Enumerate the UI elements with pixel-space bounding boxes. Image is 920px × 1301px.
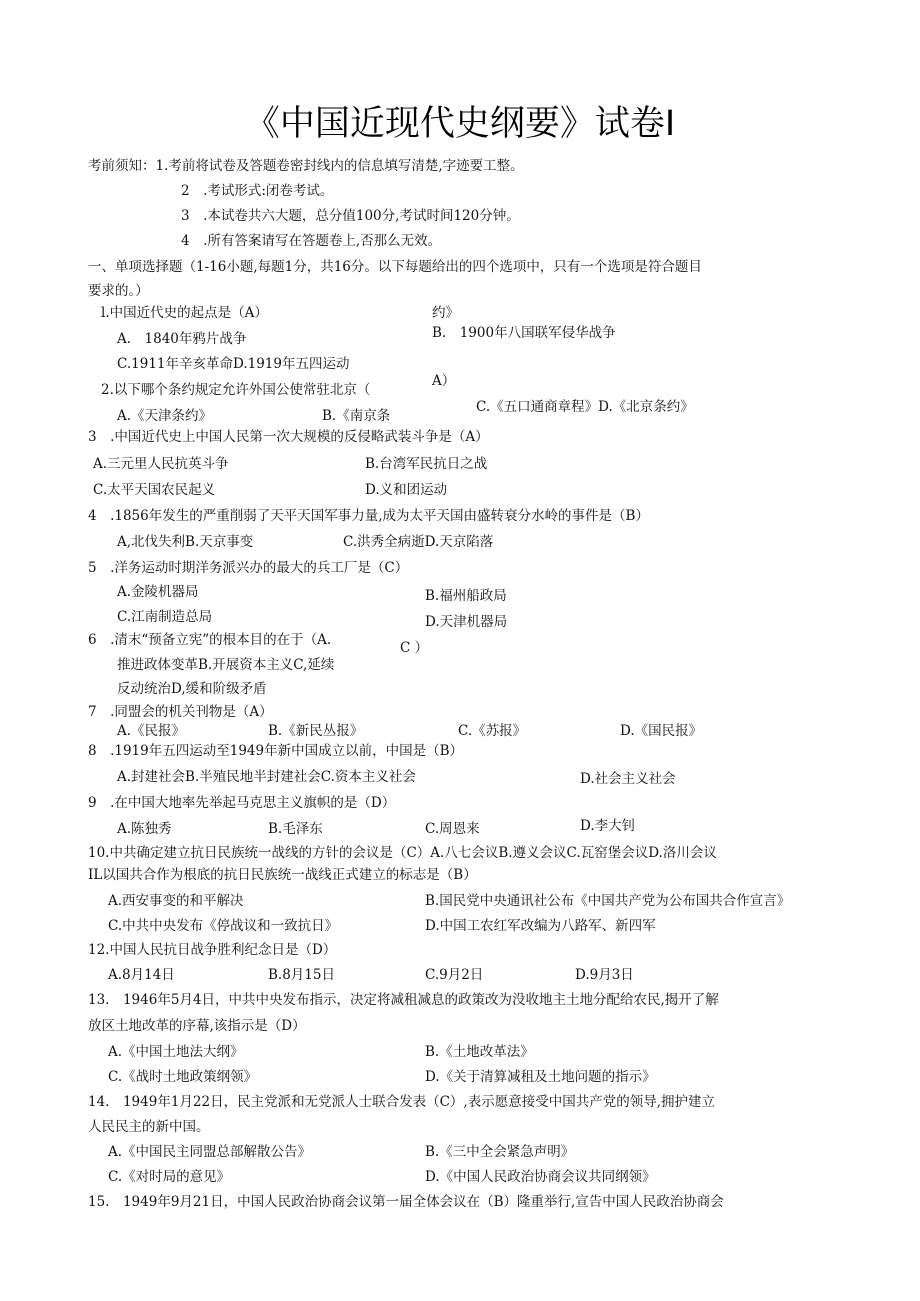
q3-option-c: C.太平天国农民起义 [93, 482, 216, 498]
question-14: 14. 1949年1月22日，民主党派和无党派人士联合发表（C）,表示愿意接受中国共产党的领导,拥护建立 [88, 1094, 716, 1110]
q8-option-d: D.社会主义社会 [580, 771, 676, 787]
notes-line-1: 考前须知：1.考前将试卷及答题卷密封线内的信息填写清楚,字迹要工整。 [88, 158, 524, 174]
q8-options-abc: A.封建社会B.半殖民地半封建社会C.资本主义社会 [117, 769, 416, 785]
question-2: 2.以下哪个条约规定允许外国公使常驻北京（ [101, 382, 371, 398]
q11-option-d: D.中国工农红军改编为八路军、新四军 [425, 918, 656, 934]
q3-option-b: B.台湾军民抗日之战 [365, 456, 488, 472]
q12-option-d: D.9月3日 [575, 967, 634, 983]
section-heading: 一、单项选择题（1-16小题,每题1分，共16分。以下每题给出的四个选项中，只有一个选项是符合题目 [88, 259, 702, 275]
question-10: 10.中共确定建立抗日民族统一战线的方针的会议是（C）A.八七会议B.遵义会议C.瓦窑堡会议D.洛川会议 [88, 845, 717, 861]
q14-option-b: B.《三中全会紧急声明》 [425, 1144, 575, 1160]
question-13-cont: 放区土地改革的序幕,该指示是（D） [88, 1018, 306, 1034]
question-11: IL以国共合作为根底的抗日民族统一战线正式建立的标志是（B） [88, 867, 477, 883]
q1-option-a: A. 1840年鸦片战争 [117, 331, 247, 347]
q5-option-a: A.金陵机器局 [117, 584, 199, 600]
q5-option-c: C.江南制造总局 [117, 609, 213, 625]
q5-option-d: D.天津机器局 [425, 614, 508, 630]
q7-option-a: A.《民报》 [117, 723, 186, 739]
question-15: 15. 1949年9月21日，中国人民政治协商会议第一届全体会议在（B）隆重举行,宣告中国人民政治协商会 [88, 1194, 724, 1210]
notes-line-2: 2 .考试形式:闭卷考试。 [181, 183, 334, 199]
q3-option-d: D.义和团运动 [365, 482, 448, 498]
q11-option-c: C.中共中央发布《停战议和一致抗日》 [108, 918, 339, 934]
stray-text: 约》 [432, 305, 459, 321]
q6-options-line-2: 反动统治D,缓和阶级矛盾 [117, 681, 267, 697]
q6-options-line-1: 推进政体变革B.开展资本主义C,延续 [117, 657, 335, 673]
q9-option-b: B.毛泽东 [268, 821, 323, 837]
q4-options-cd: C.洪秀全病逝D.天京陷落 [343, 534, 494, 550]
question-3: 3 .中国近代史上中国人民第一次大规模的反侵略武装斗争是（A） [88, 429, 489, 445]
q6-answer: C ） [400, 640, 429, 656]
q2-option-a: A.《天津条约》 [117, 408, 213, 424]
q13-option-c: C.《战时土地政策纲领》 [108, 1069, 258, 1085]
q11-option-a: A.西安事变的和平解决 [108, 893, 244, 909]
q12-option-a: A.8月14日 [108, 967, 175, 983]
q12-option-c: C.9月2日 [425, 967, 484, 983]
q9-option-d: D.李大钊 [580, 818, 636, 834]
question-7: 7 .同盟会的机关刊物是（A） [88, 704, 273, 720]
notes-line-4: 4 .所有答案请写在答题卷上,否那么无效。 [181, 233, 442, 249]
q5-option-b: B.福州船政局 [425, 588, 507, 604]
question-8: 8 .1919年五四运动至1949年新中国成立以前，中国是（B） [88, 743, 464, 759]
q2-options-cd: C.《五口通商章程》D.《北京条约》 [476, 399, 694, 415]
question-1: l.中国近代史的起点是（A） [101, 305, 268, 321]
q1-option-b: B. 1900年八国联军侵华战争 [432, 325, 616, 341]
q14-option-c: C.《对时局的意见》 [108, 1169, 231, 1185]
q2-option-b: B.《南京条 [322, 408, 391, 424]
q7-option-d: D.《国民报》 [620, 723, 703, 739]
q13-option-b: B.《土地改革法》 [425, 1044, 534, 1060]
q7-option-b: B.《新民丛报》 [268, 723, 364, 739]
q14-option-a: A.《中国民主同盟总部解散公告》 [108, 1144, 312, 1160]
q14-option-d: D.《中国人民政治协商会议共同纲领》 [425, 1169, 656, 1185]
question-12: 12.中国人民抗日战争胜利纪念日是（D） [88, 942, 337, 958]
question-9: 9 .在中国大地率先举起马克思主义旗帜的是（D） [88, 795, 396, 811]
notes-line-3: 3 .本试卷共六大题，总分值100分,考试时间120分钟。 [181, 208, 520, 224]
question-5: 5 .洋务运动时期洋务派兴办的最大的兵工厂是（C） [88, 560, 409, 576]
question-13: 13. 1946年5月4日，中共中央发布指示，决定将减租减息的政策改为没收地主土地分配给农民,揭开了解 [88, 992, 719, 1008]
q7-option-c: C.《苏报》 [458, 723, 527, 739]
q2-answer-fragment: A） [432, 373, 456, 389]
exam-title: 《中国近现代史纲要》试卷Ⅰ [244, 104, 676, 144]
q12-option-b: B.8月15日 [268, 967, 335, 983]
q9-option-a: A.陈独秀 [117, 821, 172, 837]
q9-option-c: C.周恩来 [425, 821, 480, 837]
q11-option-b: B.国民党中央通讯社公布《中国共产党为公布国共合作宣言》 [425, 893, 791, 909]
q1-options-cd: C.1911年辛亥革命D.1919年五四运动 [117, 356, 350, 372]
q4-options-ab: A,北伐失利B.天京事变 [117, 534, 254, 550]
question-14-cont: 人民民主的新中国。 [88, 1119, 210, 1135]
question-4: 4 .1856年发生的严重削弱了天平天国军事力量,成为太平天国由盛转衰分水岭的事件是（B） [88, 508, 649, 524]
section-heading-cont: 要求的。） [88, 283, 149, 299]
q3-option-a: A.三元里人民抗英斗争 [93, 456, 229, 472]
q13-option-a: A.《中国土地法大纲》 [108, 1044, 244, 1060]
question-6: 6 .清末“预备立宪”的根本目的在于（A. [88, 632, 332, 648]
q13-option-d: D.《关于清算减租及土地问题的指示》 [425, 1069, 656, 1085]
